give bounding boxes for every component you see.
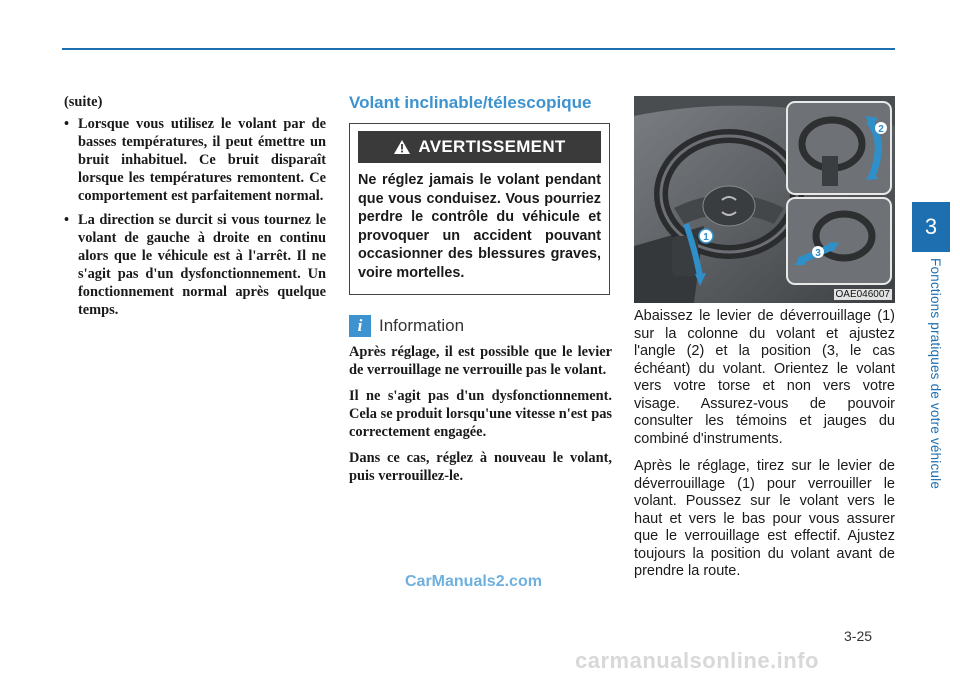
- section-title: Volant inclinable/télescopique: [349, 93, 592, 112]
- figure-caption: OAE046007: [835, 289, 890, 300]
- warning-title: AVERTISSEMENT: [418, 137, 566, 156]
- warning-triangle-icon: [393, 139, 411, 155]
- bullet-item: [64, 211, 326, 319]
- callout-1-label: 1: [703, 232, 709, 243]
- warning-text: Ne réglez jamais le volant pendant que vous conduisez. Vous pourriez perdre le contrôle du véhicule et provoquer un accident pouvant occasionner des blessures graves, voire mortelles.: [358, 172, 601, 281]
- warning-header: [358, 131, 601, 163]
- bullet-text: Lorsque vous utilisez le volant par de basses températures, il peut émettre un bruit inhabituel. Ce bruit disparaît lorsque les températures remontent. Ce comportement est parfaitement normal.: [78, 116, 326, 204]
- left-column: [64, 93, 326, 325]
- information-paragraph: Après réglage, il est possible que le levier de verrouillage ne verrouille pas le volant.: [349, 344, 612, 378]
- information-title: Information: [379, 316, 465, 335]
- bullet-icon: •: [64, 116, 70, 132]
- header-rule: [62, 48, 895, 50]
- bullet-item: [64, 115, 326, 205]
- bullet-icon: •: [64, 212, 70, 228]
- callout-3-label: 3: [815, 248, 821, 259]
- right-column: [634, 308, 895, 591]
- chapter-tab: 3: [912, 202, 950, 252]
- information-paragraph: Dans ce cas, réglez à nouveau le volant, puis verrouillez-le.: [349, 450, 612, 484]
- steering-wheel-figure: [634, 96, 895, 303]
- instruction-paragraph: Abaissez le levier de déverrouillage (1) sur la colonne du volant et ajustez l'angle (2) et la position (3, le cas échéant) du volant. Orientez le volant vers votre torse et non vers votre visage. Assurez-vous de pouvoir consulter les témoins et jauges du combiné d'instruments.: [634, 308, 895, 447]
- warning-box: [349, 123, 610, 295]
- callout-2-label: 2: [878, 124, 884, 135]
- continued-label: (suite): [64, 94, 103, 110]
- watermark-bottom: carmanualsonline.info: [575, 648, 819, 673]
- information-body: [349, 343, 612, 485]
- middle-column: [349, 90, 612, 493]
- page-number: 3-25: [844, 628, 873, 644]
- info-icon: i: [349, 315, 371, 337]
- steering-wheel-illustration: [634, 96, 895, 303]
- watermark-top: CarManuals2.com: [405, 573, 542, 590]
- bullet-text: La direction se durcit si vous tournez le volant de gauche à droite en continu alors que le véhicule est à l'arrêt. Il ne s'agit pas d'un dysfonctionnement. Un fonctionnement normal après quelque temps.: [78, 212, 326, 318]
- chapter-label: Fonctions pratiques de votre véhicule: [928, 258, 943, 490]
- instruction-paragraph: Après le réglage, tirez sur le levier de déverrouillage (1) pour verrouiller le volant. Poussez sur le volant vers le haut et vers le bas pour vous assurer que le verrouillage est effectif. Ajustez toujours la position du volant avant de prendre la route.: [634, 458, 895, 579]
- information-paragraph: Il ne s'agit pas d'un dysfonctionnement. Cela se produit lorsqu'une vitesse n'est pas correctement engagée.: [349, 388, 612, 440]
- information-heading: [349, 315, 612, 337]
